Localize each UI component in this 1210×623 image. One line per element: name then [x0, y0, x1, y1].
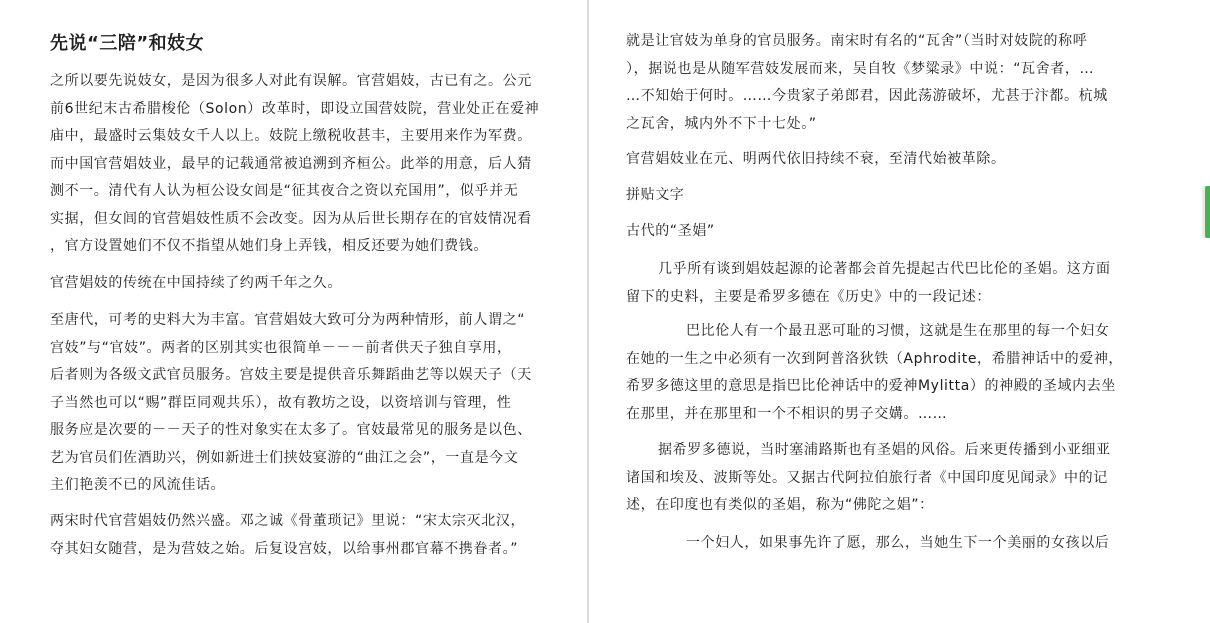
text-line: 就是让官妓为单身的官员服务。南宋时有名的“瓦舍”（当时对妓院的称呼 [626, 33, 1088, 49]
text-line: 夺其妇女随营，是为营妓之始。后复设宫妓，以给事州郡官幕不携眷者。” [50, 540, 519, 557]
text-line: 官营娼妓的传统在中国持续了约两千年之久。 [50, 275, 342, 291]
text-line: 实据，但女闾的官营娼妓性质不会改变。因为从后世长期存在的官妓情况看 [50, 210, 532, 227]
section-heading-collage [626, 182, 684, 210]
text-line: 前6世纪末古希腊梭伦（Solon）改革时，即设立国营妓院，营业处正在爱神 [50, 100, 540, 117]
text-line: 艺为官员们佐酒助兴，例如新进士们挟妓宴游的“曲江之会”，一直是今文 [50, 449, 519, 466]
section-heading-sacred [626, 218, 715, 246]
block-quote-india [626, 530, 1109, 558]
text-line: 主们艳羡不已的风流佳话。 [50, 477, 226, 493]
text-line: 诸国和埃及、波斯等处。又据古代阿拉伯旅行者《中国印度见闻录》中的记 [626, 469, 1108, 486]
text-line: 几乎所有谈到娼妓起源的论著都会首先提起古代巴比伦的圣娼。这方面 [658, 261, 1111, 277]
text-line: …不知始于何时。……今贵家子弟郎君，因此荡游破坏，尤甚于汴都。杭城 [626, 88, 1108, 104]
text-line: 之瓦舍，城内外不下十七处。” [626, 115, 817, 132]
text-line: 至唐代，可考的史料大为丰富。官营娼妓大致可分为两种情形，前人谓之“ [50, 312, 526, 328]
text-line: 后者则为各级文武官员服务。宫妓主要是提供音乐舞蹈曲艺等以娱天子（天 [50, 367, 532, 383]
page-title: 先说“三陪”和妓女 [50, 33, 205, 54]
text-line: 而中国官营娼妓业，最早的记载通常被追溯到齐桓公。此举的用意，后人猜 [50, 155, 532, 172]
text-line: 官营娼妓业在元、明两代依旧持续不衰，至清代始被革除。 [626, 151, 1006, 167]
text-line: ），据说也是从随军营妓发展而来，吴自牧《梦粱录》中说：“瓦舍者，… [626, 60, 1095, 77]
text-line: 服务应是次要的－－天子的性对象实在太多了。官妓最常见的服务是以色、 [50, 422, 532, 438]
block-quote-herodotus [626, 318, 1123, 428]
text-line: 拼贴文字 [626, 187, 685, 203]
paragraph-yuan-ming [626, 146, 1006, 174]
text-line: 古代的“圣娼” [626, 223, 715, 239]
paragraph-intro [50, 68, 539, 261]
page-divider [587, 0, 589, 623]
text-line: ，官方设置她们不仅不指望从她们身上弄钱，相反还要为她们费钱。 [50, 238, 488, 254]
text-line: 述，在印度也有类似的圣娼，称为“佛陀之娼”： [626, 497, 934, 513]
text-line: 一个妇人，如果事先许了愿，那么，当她生下一个美丽的女孩以后 [686, 535, 1110, 551]
paragraph-song [50, 508, 525, 563]
text-line: 在那里，并在那里和一个不相识的男子交媾。…… [626, 405, 948, 422]
text-line: 两宋时代官营娼妓仍然兴盛。邓之诚《骨董琐记》里说：“宋太宗灭北汉， [50, 513, 526, 529]
paragraph-tradition [50, 270, 342, 298]
left-page [0, 0, 586, 623]
text-line: 巴比伦人有一个最丑恶可耻的习惯，这就是生在那里的每一个妇女 [686, 323, 1110, 339]
paragraph-continued [626, 28, 1108, 138]
text-line: 子当然也可以“赐”群臣同观共乐），故有教坊之设，以资培训与管理，性 [50, 394, 512, 411]
paragraph-tang [50, 307, 532, 500]
text-line: 庙中，最盛时云集妓女千人以上。妓院上缴税收甚丰，主要用来作为军费。 [50, 128, 532, 144]
text-line: 之所以要先说妓女，是因为很多人对此有误解。官营娼妓，古已有之。公元 [50, 73, 532, 89]
scroll-thumb[interactable] [1205, 186, 1210, 238]
text-line: 测不一。清代有人认为桓公设女闾是“征其夜合之资以充国用”，似乎并无 [50, 183, 519, 199]
text-line: 据希罗多德说，当时塞浦路斯也有圣娼的风俗。后来更传播到小亚细亚 [658, 442, 1111, 458]
text-line: 在她的一生之中必须有一次到阿普洛狄铁（Aphrodite，希腊神话中的爱神， [626, 350, 1124, 367]
text-line: 希罗多德这里的意思是指巴比伦神话中的爱神Mylitta）的神殿的圣域内去坐 [626, 378, 1116, 394]
paragraph-cyprus [626, 437, 1111, 520]
text-line: 留下的史料，主要是希罗多德在《历史》中的一段记述： [626, 288, 991, 305]
right-page [590, 0, 1210, 623]
text-line: 宫妓”与“官妓”。两者的区别其实也很简单－－－前者供天子独自享用， [50, 339, 512, 356]
paragraph-babylon [626, 256, 1111, 311]
